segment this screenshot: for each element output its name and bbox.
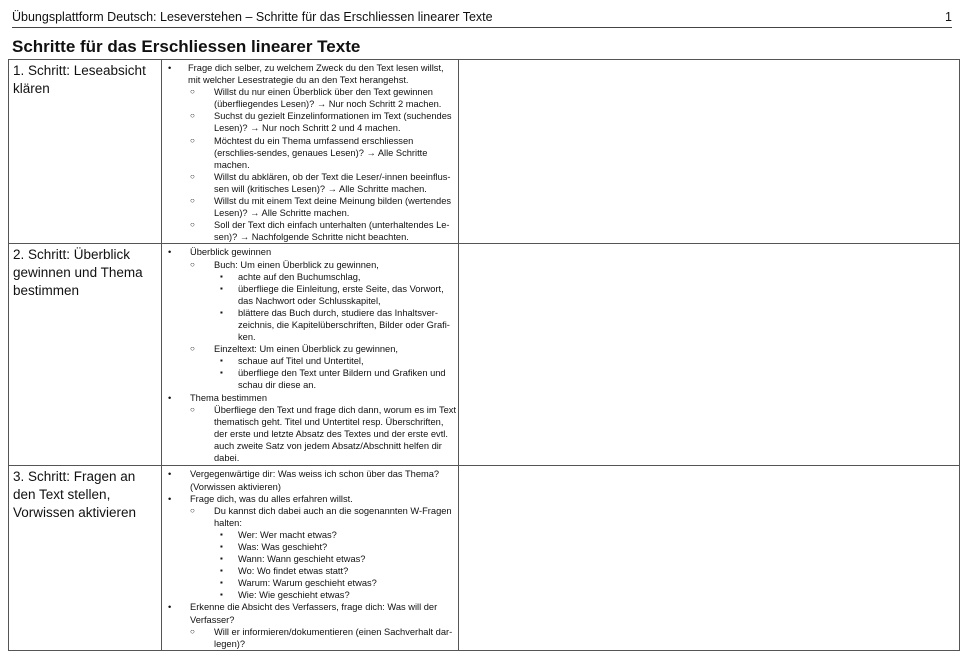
list-item: ○ Einzeltext: Um einen Überblick zu gewinnen, ▪ schaue auf Titel und Untertitel, ▪ überfliege den Text unter Bildern und Grafiken und schau dir diese an. [190, 343, 458, 391]
list-item: ○ Buch: Um einen Überblick zu gewinnen, ▪ achte auf den Buchumschlag, ▪ überfliege die Einleitung, erste Seite, das Vorwort, das Nachwort oder Schlusskapitel, ▪ blättere das Buch durch, studiere das Inhaltsver-zeichnis, die Kapitelüberschriften, Bilder oder Grafi-ken. [190, 259, 458, 344]
list-item: • Erkenne die Absicht des Verfassers, frage dich: Was will der Verfasser? ○ Will er informieren/dokumentieren (einen Sachverhalt dar-legen)? [162, 601, 458, 649]
list-item: ▪ Was: Was geschieht? [214, 541, 458, 553]
list-item: ▪ Wie: Wie geschieht etwas? [214, 589, 458, 601]
list-item: • Überblick gewinnen ○ Buch: Um einen Überblick zu gewinnen, ▪ achte auf den Buchumschlag, ▪ überfliege die Einleitung, erste Seite, das Vorwort, das Nachwort oder Schlusskapitel, ▪ blättere das Buch durch, studiere das Inhaltsver-zeichnis, die Kapitelüberschriften, Bilder oder Grafi-ken. ○ Einzeltext: Um einen Überblick zu gewinnen, ▪ schaue auf Titel und Untertitel, ▪ überfliege den Text unter Bildern und Grafiken und schau dir diese an. [162, 246, 458, 391]
list-item: ▪ Warum: Warum geschieht etwas? [214, 577, 458, 589]
step-content [162, 466, 459, 650]
list-item: ▪ blättere das Buch durch, studiere das Inhaltsver-zeichnis, die Kapitelüberschriften, Bilder oder Grafi-ken. [214, 307, 458, 343]
list-item: • Frage dich, was du alles erfahren willst. ○ Du kannst dich dabei auch an die sogenannten W-Fragen halten: ▪ Wer: Wer macht etwas? ▪ Was: Was geschieht? ▪ Wann: Wann geschieht etwas? ▪ Wo: Wo findet etwas statt? ▪ Warum: Warum geschieht etwas? ▪ Wie: Wie geschieht etwas? [162, 493, 458, 602]
list-item: ○ Du kannst dich dabei auch an die sogenannten W-Fragen halten: ▪ Wer: Wer macht etwas? ▪ Was: Was geschieht? ▪ Wann: Wann geschieht etwas? ▪ Wo: Wo findet etwas statt? ▪ Warum: Warum geschieht etwas? ▪ Wie: Wie geschieht etwas? [190, 505, 458, 602]
header-title: Übungsplattform Deutsch: Leseverstehen – Schritte für das Erschliessen linearer Texte [12, 10, 493, 24]
notes-cell [459, 466, 960, 650]
step-row-2 [9, 244, 960, 466]
step-content [162, 244, 459, 466]
list-item: ○ Willst du abklären, ob der Text die Leser/-innen beeinflus-sen will (kritisches Lesen)? → Alle Schritte machen. [190, 171, 458, 195]
list-item: ○ Überfliege den Text und frage dich dann, worum es im Text thematisch geht. Titel und Untertitel resp. Überschriften, der erste und letzte Absatz des Textes und der erste evtl. auch zweite Satz von jedem Absatz/Abschnitt helfen dir dabei. [190, 404, 458, 464]
step-label: 3. Schritt: Fragen an den Text stellen, Vorwissen aktivieren [9, 466, 162, 650]
page-number: 1 [945, 10, 952, 24]
list-item: ○ Willst du mit einem Text deine Meinung bilden (wertendes Lesen)? → Alle Schritte machen. [190, 195, 458, 219]
list-item: ○ Möchtest du ein Thema umfassend erschliessen (erschlies-sendes, genaues Lesen)? → Alle Schritte machen. [190, 135, 458, 171]
list-item: ▪ schaue auf Titel und Untertitel, [214, 355, 458, 367]
list-item: ○ Willst du nur einen Überblick über den Text gewinnen (überfliegendes Lesen)? → Nur noch Schritt 2 machen. [190, 86, 458, 110]
step-label: 2. Schritt: Überblick gewinnen und Thema bestimmen [9, 244, 162, 466]
list-item: ○ Will er informieren/dokumentieren (einen Sachverhalt dar-legen)? [190, 626, 458, 650]
notes-cell [459, 60, 960, 244]
list-item: ▪ Wo: Wo findet etwas statt? [214, 565, 458, 577]
list-item: ○ Soll der Text dich einfach unterhalten (unterhaltendes Le-sen)? → Nachfolgende Schritte nicht beachten. [190, 219, 458, 243]
list-item: ▪ überfliege den Text unter Bildern und Grafiken und schau dir diese an. [214, 367, 458, 391]
step-row-1 [9, 60, 960, 244]
document-title: Schritte für das Erschliessen linearer Texte [12, 37, 361, 56]
step-content [162, 60, 459, 244]
list-item: ▪ Wer: Wer macht etwas? [214, 529, 458, 541]
list-item: • Vergegenwärtige dir: Was weiss ich schon über das Thema? (Vorwissen aktivieren) [162, 468, 458, 492]
list-item: ▪ Wann: Wann geschieht etwas? [214, 553, 458, 565]
list-item: ○ Suchst du gezielt Einzelinformationen im Text (suchendes Lesen)? → Nur noch Schritt 2 und 4 machen. [190, 110, 458, 134]
list-item: • Thema bestimmen ○ Überfliege den Text und frage dich dann, worum es im Text thematisch geht. Titel und Untertitel resp. Überschriften, der erste und letzte Absatz des Textes und der erste evtl. auch zweite Satz von jedem Absatz/Abschnitt helfen dir dabei. [162, 392, 458, 465]
list-item: ▪ achte auf den Buchumschlag, [214, 271, 458, 283]
steps-table [8, 59, 960, 651]
page-header [12, 9, 952, 28]
step-label: 1. Schritt: Leseabsicht klären [9, 60, 162, 244]
notes-cell [459, 244, 960, 466]
step-row-3 [9, 466, 960, 650]
list-item: ▪ überfliege die Einleitung, erste Seite, das Vorwort, das Nachwort oder Schlusskapitel, [214, 283, 458, 307]
list-item: • Frage dich selber, zu welchem Zweck du den Text lesen willst, mit welcher Lesestrategie du an den Text herangehst. ○ Willst du nur einen Überblick über den Text gewinnen (überfliegendes Lesen)? → Nur noch Schritt 2 machen. ○ Suchst du gezielt Einzelinformationen im Text (suchendes Lesen)? → Nur noch Schritt 2 und 4 machen. ○ Möchtest du ein Thema umfassend erschliessen (erschlies-sendes, genaues Lesen)? → Alle Schritte machen. ○ Willst du abklären, ob der Text die Leser/-innen beeinflus-sen will (kritisches Lesen)? → Alle Schritte machen. ○ Willst du mit einem Text deine Meinung bilden (wertendes Lesen)? → Alle Schritte machen. ○ Soll der Text dich einfach unterhalten (unterhaltendes Le-sen)? → Nachfolgende Schritte nicht beachten. [162, 62, 458, 243]
